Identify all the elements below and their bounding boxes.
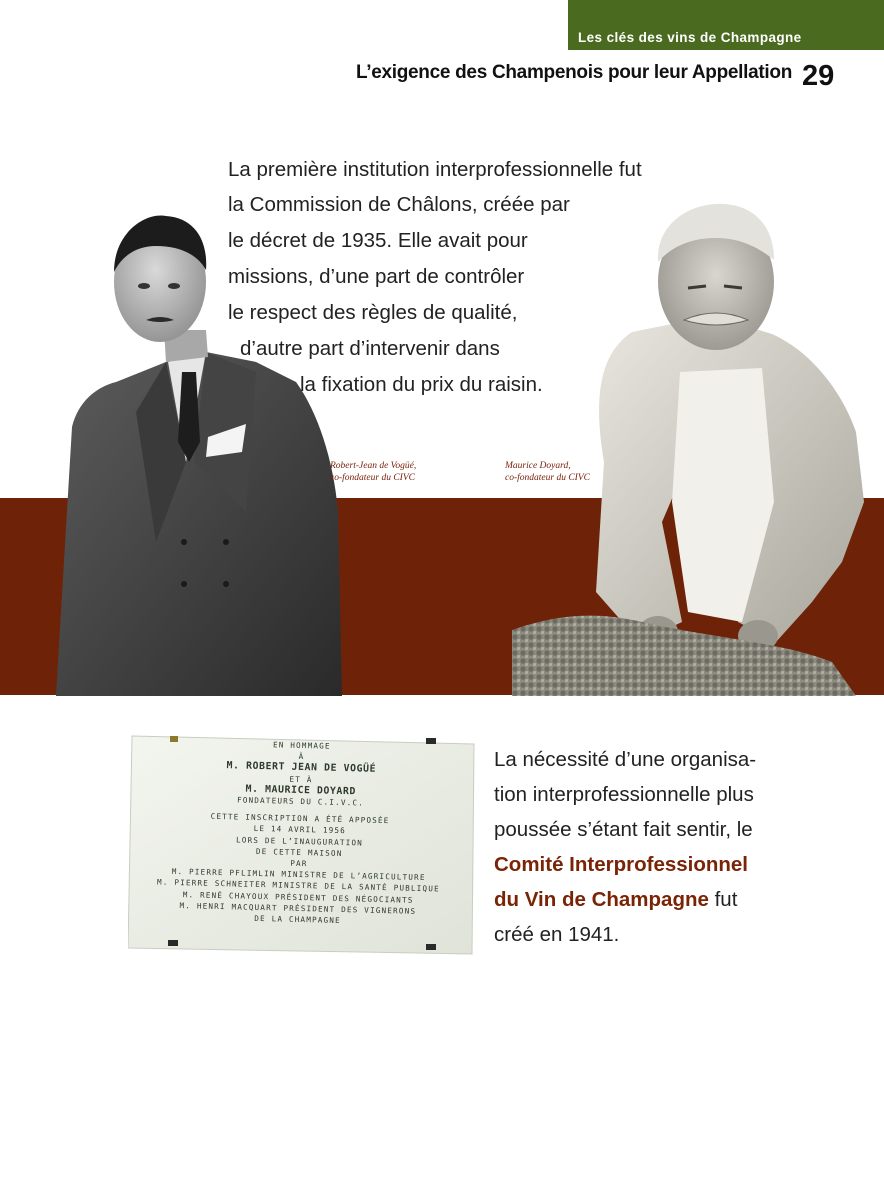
plaque-line: À	[298, 752, 305, 762]
plaque-line: M. MAURICE DOYARD	[245, 783, 357, 798]
side-line: créé en 1941.	[494, 923, 620, 946]
side-after-text: fut	[708, 888, 738, 911]
caption-role: co-fondateur du CIVC	[505, 473, 590, 483]
side-line-highlight2	[494, 882, 794, 917]
plaque-line: M. ROBERT JEAN DE VOGÜÉ	[226, 760, 377, 776]
plaque-line: M. HENRI MACQUART PRÉSIDENT DES VIGNERONS	[179, 900, 417, 916]
side-paragraph	[494, 742, 794, 952]
caption-doyard	[505, 460, 590, 484]
plaque-line: M. RENÉ CHAYOUX PRÉSIDENT DES NÉGOCIANTS	[182, 889, 414, 905]
plaque-line: DE CETTE MAISON	[255, 846, 343, 858]
intro-line: missions, d’une part de contrôler	[228, 265, 525, 288]
intro-paragraph	[0, 0, 884, 420]
side-line: tion interprofessionnelle plus	[494, 783, 754, 806]
plaque-line: M. PIERRE SCHNEITER MINISTRE DE LA SANTÉ PUBLIQUE	[156, 877, 440, 894]
intro-line: la fixation du prix du raisin.	[300, 373, 543, 396]
plaque-photo	[128, 734, 476, 956]
plaque-line: ET À	[289, 774, 313, 784]
plaque-line: FONDATEURS DU C.I.V.C.	[236, 795, 365, 808]
plaque-line: EN HOMMAGE	[272, 740, 331, 751]
plaque-line: LORS DE L’INAUGURATION	[235, 835, 364, 848]
intro-line: La première institution interprofessionnelle fut	[228, 158, 642, 181]
caption-vogue	[330, 460, 416, 484]
caption-name: Maurice Doyard,	[505, 461, 571, 471]
caption-role: co-fondateur du CIVC	[330, 473, 415, 483]
page-number: 29	[802, 60, 835, 92]
intro-line: d’autre part d’intervenir dans	[240, 337, 500, 360]
plaque-line: LE 14 AVRIL 1956	[253, 824, 347, 836]
highlight-comite: Comité Interprofessionnel	[494, 853, 749, 876]
plaque-inscription	[124, 736, 476, 930]
plaque-line: PAR	[290, 858, 308, 869]
section-label: Les clés des vins de Champagne	[578, 30, 802, 45]
highlight-vin-de-champagne: du Vin de Champagne	[494, 888, 709, 911]
plaque-line: DE LA CHAMPAGNE	[254, 913, 341, 926]
plaque-line: CETTE INSCRIPTION A ÉTÉ APPOSÉE	[210, 812, 390, 826]
caption-name: Robert-Jean de Vogüé,	[330, 461, 417, 471]
side-line: La nécessité d’une organisa-	[494, 748, 757, 771]
side-line: poussée s’étant fait sentir, le	[494, 818, 753, 841]
intro-line: le décret de 1935. Elle avait pour	[228, 229, 528, 252]
plaque-line: M. PIERRE PFLIMLIN MINISTRE DE L’AGRICULTURE	[171, 867, 426, 883]
page-title: L’exigence des Champenois pour leur Appellation	[355, 62, 792, 83]
intro-line: le respect des règles de qualité,	[228, 301, 518, 324]
intro-line: la Commission de Châlons, créée par	[228, 193, 570, 216]
